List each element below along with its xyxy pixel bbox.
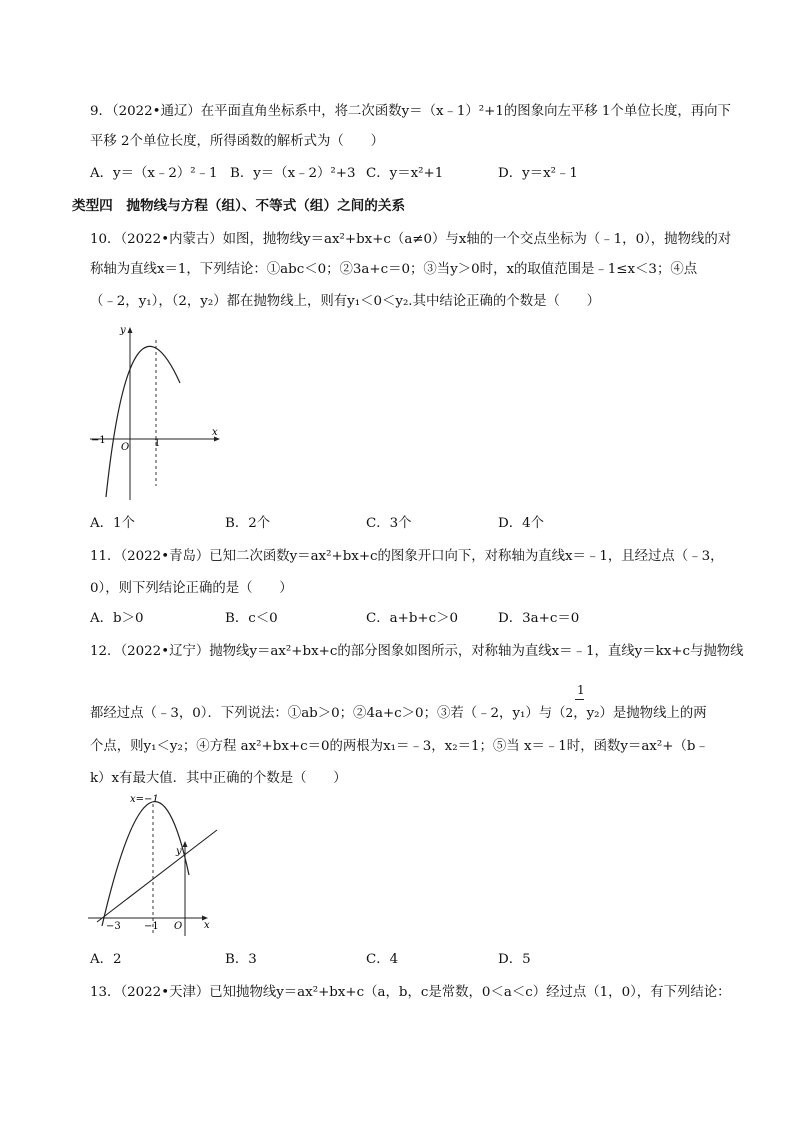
q12-option-b[interactable]: B．3 bbox=[225, 952, 257, 967]
q10-stem-line2: 称轴为直线x＝1，下列结论：①abc＜0；②3a+c＝0；③当y＞0时，x的取值范围是﹣1≤x＜3；④点 bbox=[90, 262, 698, 277]
q12-stem-line2-tail: ，y₂）是抛物线上的两 bbox=[573, 706, 707, 721]
q11-options bbox=[90, 610, 650, 628]
q10-option-d[interactable]: D．4个 bbox=[498, 516, 545, 531]
q12-option-c[interactable]: C．4 bbox=[366, 952, 399, 967]
q10-one-label: 1 bbox=[154, 438, 161, 449]
q11-option-d[interactable]: D．3a+c＝0 bbox=[498, 611, 580, 626]
q12-neg-three-label: −3 bbox=[106, 921, 121, 932]
q11-option-a[interactable]: A．b＞0 bbox=[90, 611, 144, 626]
section-heading: 类型四 抛物线与方程（组）、不等式（组）之间的关系 bbox=[72, 198, 406, 214]
q9-option-b[interactable]: B．y＝（x﹣2）²+3 bbox=[230, 166, 356, 181]
q10-parabola bbox=[106, 346, 180, 497]
q9-option-c[interactable]: C．y＝x²+1 bbox=[366, 166, 444, 181]
q12-stem-line2-head: 都经过点（﹣3，0）．下列说法：①ab＞0；②4a+c＞0；③若（﹣2，y₁）与（ bbox=[90, 706, 566, 721]
q12-symmetry-label: x=−1 bbox=[130, 794, 159, 805]
q10-y-arrow bbox=[128, 327, 133, 333]
q9-stem-line1: 9．（2022•通辽）在平面直角坐标系中，将二次函数y＝（x﹣1）²+1的图象向左平移 1个单位长度，再向下 bbox=[90, 104, 731, 119]
q10-option-b[interactable]: B．2个 bbox=[225, 516, 271, 531]
q9-option-d[interactable]: D．y＝x²﹣1 bbox=[498, 166, 578, 181]
q12-parabola-figure bbox=[86, 790, 222, 940]
q13-stem-line1: 13．（2022•天津）已知抛物线y＝ax²+bx+c（a，b，c是常数，0＜a＜c）经过点（1，0），有下列结论： bbox=[90, 985, 731, 1000]
q12-fraction-denominator: 2 bbox=[565, 706, 574, 720]
q10-stem-line1: 10．（2022•内蒙古）如图，抛物线y＝ax²+bx+c（a≠0）与x轴的一个交点坐标为（﹣1，0），抛物线的对 bbox=[90, 232, 732, 247]
q12-origin-label: O bbox=[174, 921, 183, 932]
q11-option-c[interactable]: C．a+b+c＞0 bbox=[366, 611, 459, 626]
q11-stem-line2: 0），则下列结论正确的是（ ） bbox=[90, 581, 293, 596]
q12-y-arrow bbox=[183, 841, 188, 847]
q12-y-label: y bbox=[176, 846, 182, 857]
q12-parabola bbox=[102, 802, 189, 926]
q12-option-a[interactable]: A．2 bbox=[90, 952, 122, 967]
q10-option-a[interactable]: A．1个 bbox=[90, 516, 135, 531]
q11-option-b[interactable]: B．c＜0 bbox=[225, 611, 278, 626]
q12-stem-line3: 个点，则y₁＜y₂；④方程 ax²+bx+c＝0的两根为x₁＝﹣3，x₂＝1；⑤当 x＝﹣1时，函数y＝ax²+（b﹣ bbox=[90, 739, 709, 754]
q10-y-label: y bbox=[120, 325, 126, 336]
q10-x-label: x bbox=[212, 427, 218, 438]
q9-option-a[interactable]: A．y＝（x﹣2）²﹣1 bbox=[90, 166, 218, 181]
q12-neg-one-label: −1 bbox=[144, 921, 159, 932]
q10-option-c[interactable]: C．3个 bbox=[366, 516, 412, 531]
q12-options bbox=[90, 951, 650, 969]
q10-origin-label: O bbox=[121, 442, 130, 453]
q12-fraction-numerator: 1 bbox=[577, 683, 585, 697]
q12-stem-line4: k）x有最大值．其中正确的个数是（ ） bbox=[90, 771, 347, 786]
q9-stem-line2: 平移 2个单位长度，所得函数的解析式为（ ） bbox=[90, 134, 384, 149]
q12-stem-line1: 12．（2022•辽宁）抛物线y＝ax²+bx+c的部分图象如图所示，对称轴为直线x＝﹣1，直线y＝kx+c与抛物线 bbox=[90, 644, 744, 659]
q10-options bbox=[90, 515, 650, 533]
q10-parabola-figure bbox=[86, 318, 226, 504]
q12-fraction-bar bbox=[575, 699, 584, 700]
q10-stem-line3: （﹣2，y₁），（2，y₂）都在抛物线上，则有y₁＜0＜y₂.其中结论正确的个数是（ ） bbox=[90, 294, 601, 309]
q10-neg-one-label: −1 bbox=[91, 435, 106, 446]
q12-x-label: x bbox=[204, 920, 210, 931]
q12-stem-line2 bbox=[90, 704, 707, 723]
q9-options bbox=[90, 165, 650, 183]
q12-option-d[interactable]: D．5 bbox=[498, 952, 531, 967]
q11-stem-line1: 11．（2022•青岛）已知二次函数y＝ax²+bx+c的图象开口向下，对称轴为直线x＝﹣1，且经过点（﹣3， bbox=[90, 549, 724, 564]
